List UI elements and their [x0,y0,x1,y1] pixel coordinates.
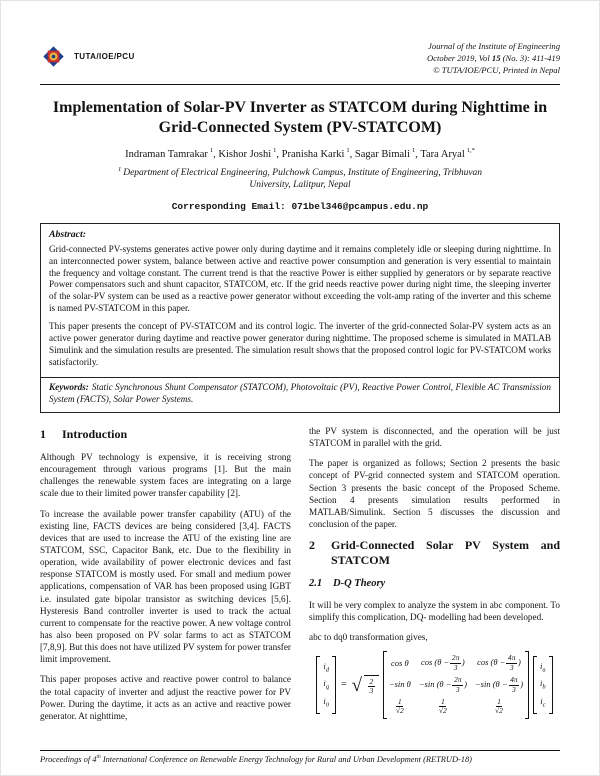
authors-line [40,147,560,160]
paragraph: This paper proposes active and reactive power control to balance the total capacity of inverter and adjust the reactive power for PV Power. During the daytime, it acts as an active and reactive power generator. At nighttime, [40,674,291,721]
lhs-current-vector: $i_d$ $i_q$ $i_0$ [316,656,336,714]
affiliation-text: Department of Electrical Engineering, Pulchowk Campus, Institute of Engineering, Tribhuvan University, Lalitpur, Nepal [123,167,483,191]
section-number: 1 [40,427,46,442]
affiliation-sup: 1 [117,165,122,173]
subsection-number: 2.1 [309,578,323,590]
equals-sign: = [340,679,347,691]
author-affil-sup: 1 [273,147,277,155]
left-column [40,425,291,730]
paragraph: To increase the available power transfer capability (ATU) of the existing line, FACTS devices are being considered [3,4]. FACTS devices that are used to increase the ATU of the existing line are STATCOM, SSC, Capacitor Bank, etc. Due to the flexibility in operation, wide availability of power electronic devices and fast response STATCOM is mostly used. For small and medium power applications, compensation of VAR has been proposed using IGBT i.e. insulated gate bipolar transistor as switching devices [5,6]. Hysteresis Band controller inverter is used to track the actual current to compensate for the reactive power. A new voltage control has also been proposed on PV solar farms to act as STATCOM [7,8,9]. But this does not have utilized PV system for power transfer limit improvement. [40,508,291,665]
author: Kishor Joshi $^1$, [218,147,282,160]
author-affil-sup: 1 [412,147,416,155]
abstract-paragraph: This paper presents the concept of PV-STATCOM and its control logic. The inverter of the grid-connected Solar-PV system acts as an active power generator during daytime and reactive power generator during nighttime. The proposed scheme is simulated in MATLAB Simulink and the simulation results are presented. The simulation result shows that the proposed control logic for PV-STATCOM works satisfactorily. [49,321,551,368]
page-header [40,41,560,77]
journal-copyright: © TUTA/IOE/PCU, Printed in Nepal [433,64,560,75]
journal-name: Journal of the Institute of Engineering [428,41,560,51]
institute-logo-label: TUTA/IOE/PCU [74,52,135,61]
header-divider [40,84,560,85]
transformation-matrix: cos θ cos (θ − $\frac{2\pi}{3}$ ) cos (θ − $\frac{4\pi}{3}$ ) −sin θ −sin (θ − $\frac{2\pi}{3}$ ) −sin (θ − $\frac{4\pi}{3}$ ) $\frac{1}{√2}$ $\frac{1}{√2}$ $\frac{1}{√2}$ [383,651,529,718]
author: Sagar Bimali $^1$, [354,147,421,160]
body-columns [40,425,560,730]
paragraph: the PV system is disconnected, and the operation will be just STATCOM in parallel with the grid. [309,426,560,449]
journal-info [427,41,560,77]
rhs-current-vector: $i_a$ $i_b$ $i_c$ [533,656,553,714]
footer-ordinal-sup: th [96,754,101,761]
abstract-label: Abstract: [49,228,87,240]
affiliation [110,166,490,192]
right-column [309,425,560,730]
paragraph: Although PV technology is expensive, it is receiving strong encouragement through various programs [1]. But the main challenges the renewable system faces are integrating on a large scale due to their limited power transfer capability [2]. [40,452,291,499]
corresponding-email: Corresponding Email: 071bel346@pcampus.edu.np [171,200,429,212]
section-number: 2 [309,538,315,553]
author: Pranisha Karki $^1$, [281,147,355,160]
abstract-body [41,224,559,377]
keywords-text: Static Synchronous Shunt Compensator (STATCOM), Photovoltaic (PV), Reactive Power Control, Flexible AC Transmission System (FACTS), Solar Power Systems. [49,382,551,405]
radicand: $\frac{2}{3}$ [364,675,379,696]
page-footer: Proceedings of 4th International Conference on Renewable Energy Technology for Rural and Urban Development (RETRUD-18) [40,750,560,764]
institute-logo-block [40,41,135,70]
journal-issue: October 2019, Vol 15 (No. 3): 411-419 [426,52,560,63]
author-affil-sup: 1 [209,147,214,155]
section-title: Introduction [62,427,128,442]
abstract-box [40,223,560,413]
keywords-block [41,377,559,412]
keywords-label: Keywords: [49,382,89,393]
paper-title: Implementation of Solar-PV Inverter as STATCOM during Nighttime in Grid-Connected System (PV-STATCOM) [52,98,548,137]
institute-logo-icon [40,43,67,70]
radical-sign: √ [351,674,363,696]
section-title: Grid-Connected Solar PV System and STATCOM [331,538,560,568]
abstract-paragraph: Grid-connected PV-systems generates active power only during daytime and it remains completely idle or sleeping during nighttime. In an interconnected power system, balance between active and reactive power consumption and generation is very essential to maintain the frequency and voltage constant. The current trend is that the reactive Power is either supplied by generators or by separate reactive Power compensators such and shunt capacitor, STATCOM, etc. If the grid needs reactive power during night time, the sleeping inverter of the solar-PV system can be used as a reactive power generator without exceeding the volt-amp rating of the inverter and this scheme is named PV-STATCOM in this paper. [49,243,551,314]
section-heading-grid-connected [309,538,560,568]
author-affil-sup: 1,* [466,147,475,155]
author: Indraman Tamrakar $^1$, [125,147,219,160]
subsection-title: D-Q Theory [333,578,386,590]
paragraph: abc to dq0 transformation gives, [309,632,428,643]
dq0-transformation-equation [309,651,560,718]
paragraph: The paper is organized as follows; Section 2 presents the basic concept of PV-grid connected system and STATCOM operation. Section 3 presents the basic concept of the Proposed Scheme. Section 4 presents simulation results performed in MATLAB/Simulink. Section 5 discusses the discussion and conclusion of the paper. [309,458,560,530]
author-affil-sup: 1 [346,147,350,155]
section-heading-introduction [40,427,291,442]
author: Tara Aryal $^{1,*}$ [420,147,475,160]
paragraph: It will be very complex to analyze the system in abc component. To simplify this complication, DQ- modelling had been developed. [309,600,560,623]
subsection-heading-dq-theory [309,577,560,591]
